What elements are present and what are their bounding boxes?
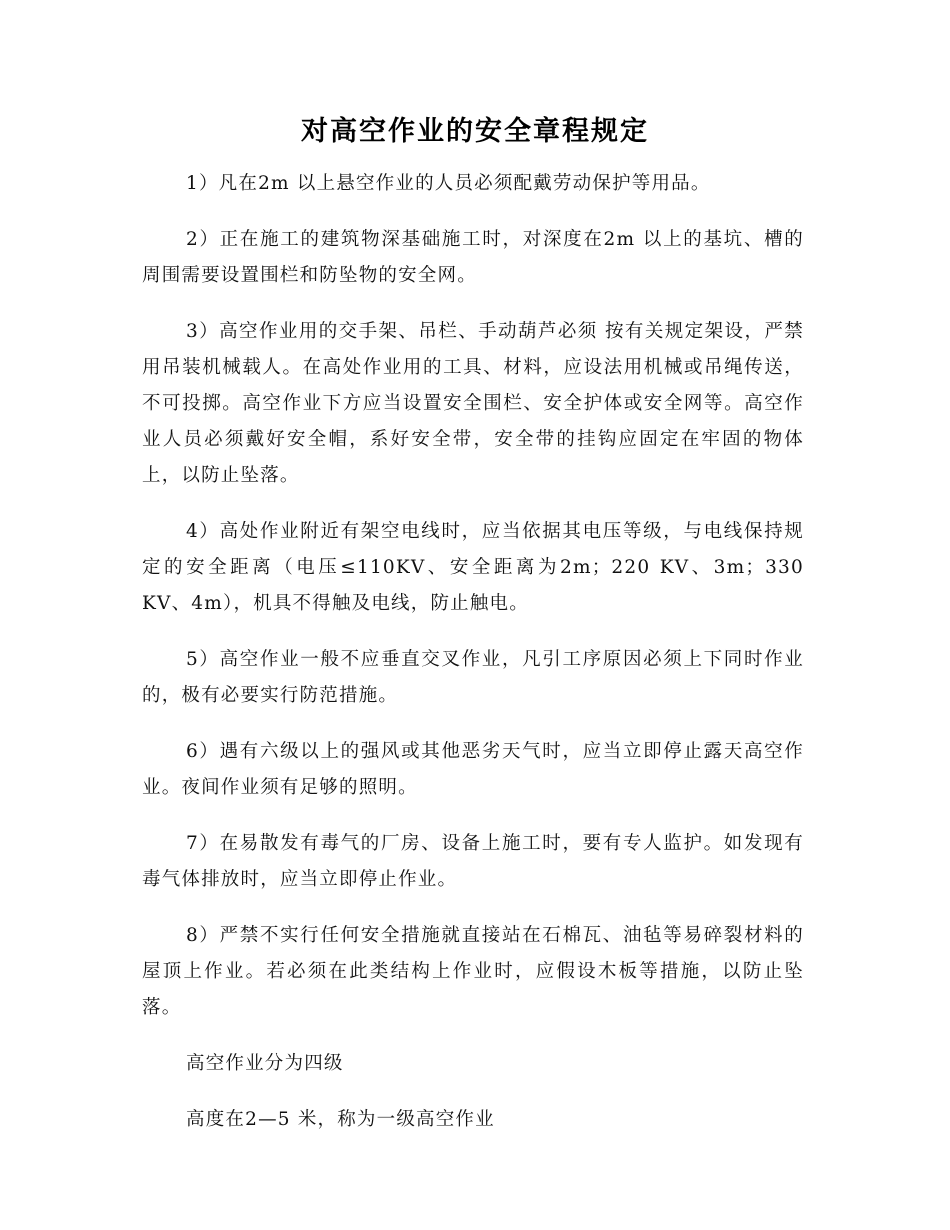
height-levels-heading: 高空作业分为四级 bbox=[186, 1053, 344, 1074]
document-body bbox=[142, 166, 804, 1158]
paragraph-4: 4）高处作业附近有架空电线时，应当依据其电压等级，与电线保持规定的安全距离（电压≤110KV、安全距离为2m；220 KV、3m；330 KV、4m），机具不得触及电线，防止触电。 bbox=[142, 521, 804, 614]
paragraph-2: 2）正在施工的建筑物深基础施工时，对深度在2m 以上的基坑、槽的周围需要设置围栏和防坠物的安全网。 bbox=[142, 229, 804, 286]
paragraph-7: 7）在易散发有毒气的厂房、设备上施工时，要有专人监护。如发现有毒气体排放时，应当立即停止作业。 bbox=[142, 833, 804, 890]
paragraph-1: 1）凡在2m 以上悬空作业的人员必须配戴劳动保护等用品。 bbox=[186, 173, 711, 194]
paragraph-3: 3）高空作业用的交手架、吊栏、手动葫芦必须 按有关规定架设，严禁用吊装机械载人。在高处作业用的工具、材料，应设法用机械或吊绳传送，不可投掷。高空作业下方应当设置安全围栏、安全护体或安全网等。高空作业人员必须戴好安全帽，系好安全带，安全带的挂钩应固定在牢固的物体上，以防止坠落。 bbox=[142, 321, 804, 486]
paragraph-6: 6）遇有六级以上的强风或其他恶劣天气时，应当立即停止露天高空作业。夜间作业须有足够的照明。 bbox=[142, 741, 804, 798]
level-one-definition: 高度在2—5 米，称为一级高空作业 bbox=[186, 1109, 495, 1130]
document-title: 对高空作业的安全章程规定 bbox=[301, 116, 649, 147]
paragraph-8: 8）严禁不实行任何安全措施就直接站在石棉瓦、油毡等易碎裂材料的屋顶上作业。若必须在此类结构上作业时，应假设木板等措施，以防止坠落。 bbox=[142, 925, 804, 1018]
paragraph-5: 5）高空作业一般不应垂直交叉作业，凡引工序原因必须上下同时作业的，极有必要实行防范措施。 bbox=[142, 649, 804, 706]
